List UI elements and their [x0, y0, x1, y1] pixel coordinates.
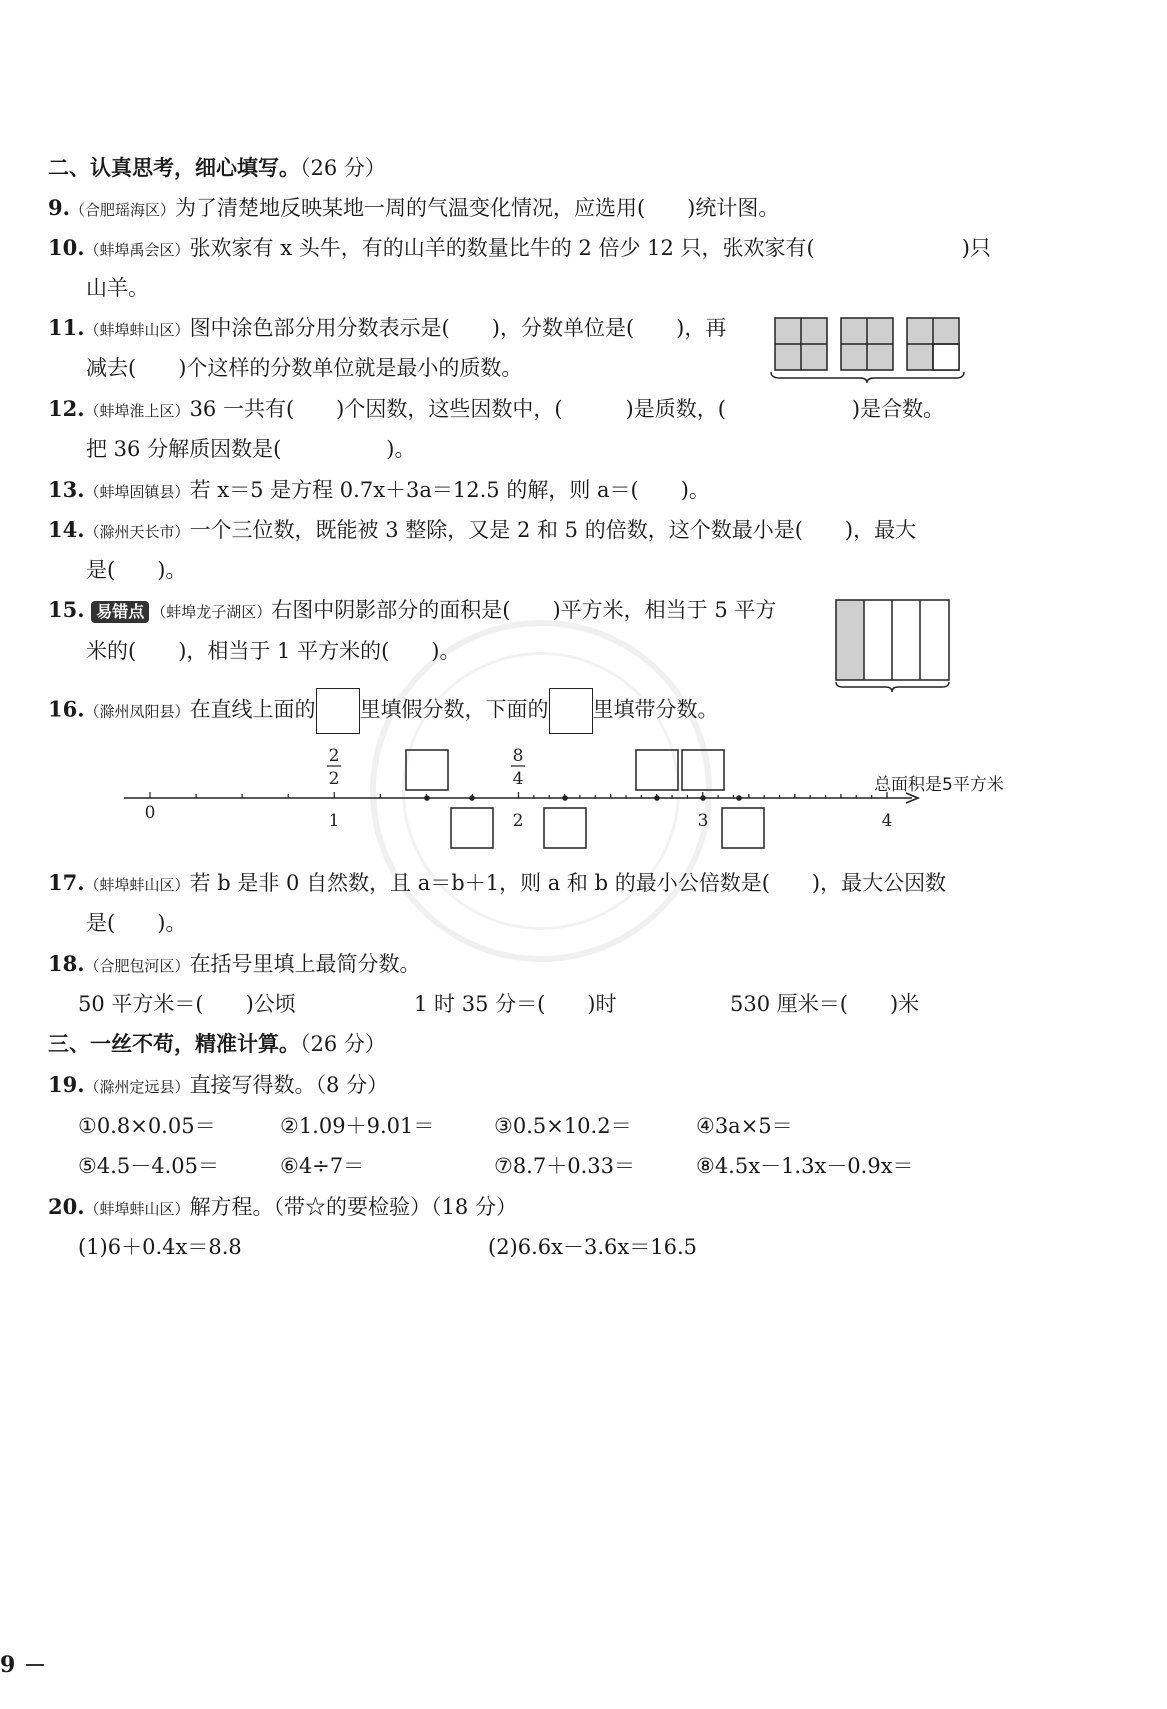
q19-item-7: ⑦8.7＋0.33＝ [494, 1154, 635, 1178]
question-19: 19.（滁州定远县）直接写得数。（8 分） [48, 1072, 389, 1097]
question-12-cont: 把 36 分解质因数是( )。 [86, 437, 416, 461]
question-18: 18.（合肥包河区）在括号里填上最简分数。 [48, 951, 421, 976]
question-10-cont: 山羊。 [86, 276, 149, 300]
tick-label-3: 3 [697, 811, 709, 831]
q19-item-3: ③0.5×10.2＝ [494, 1114, 632, 1138]
q18-item-2: 1 时 35 分＝( )时 [414, 992, 617, 1016]
tick-label-0: 0 [144, 803, 156, 823]
area-rectangle-figure [832, 598, 956, 694]
q18-item-3: 530 厘米＝( )米 [730, 992, 920, 1016]
q19-item-8: ⑧4.5x－1.3x－0.9x＝ [696, 1154, 914, 1178]
fraction-8-4-numerator: 8 [512, 746, 524, 766]
answer-box-sample [549, 688, 593, 734]
question-12: 12.（蚌埠淮上区）36 一共有( )个因数，这些因数中，( )是质数，( )是合数。 [48, 396, 945, 421]
page-number: 9 [0, 1652, 16, 1678]
question-15: 15. 易错点 （蚌埠龙子湖区）右图中阴影部分的面积是( )平方米，相当于 5 平方 [48, 597, 777, 622]
question-11: 11.（蚌埠蚌山区）图中涂色部分用分数表示是( )，分数单位是( )，再 [48, 315, 727, 340]
fraction-2-2-numerator: 2 [328, 746, 340, 766]
q19-item-2: ②1.09＋9.01＝ [280, 1114, 435, 1138]
q20-item-2: (2)6.6x－3.6x＝16.5 [488, 1235, 697, 1259]
fraction-2-2-denominator: 2 [328, 769, 340, 789]
question-16: 16.（滁州凤阳县）在直线上面的 里填假分数，下面的 里填带分数。 [48, 688, 719, 734]
question-17: 17.（蚌埠蚌山区）若 b 是非 0 自然数，且 a＝b＋1，则 a 和 b 的最小公倍数是( )，最大公因数 [48, 870, 947, 895]
question-14: 14.（滁州天长市）一个三位数，既能被 3 整除，又是 2 和 5 的倍数，这个数最小是( )，最大 [48, 517, 917, 542]
section-3-heading: 三、一丝不苟，精准计算。（26 分） [48, 1031, 386, 1056]
fraction-squares-figure [768, 316, 968, 384]
page-number-dash [26, 1664, 44, 1666]
question-14-cont: 是( )。 [86, 558, 187, 582]
question-10: 10.（蚌埠禹会区）张欢家有 x 头牛，有的山羊的数量比牛的 2 倍少 12 只，张欢家有( )只 [48, 235, 991, 260]
q19-item-1: ①0.8×0.05＝ [78, 1114, 216, 1138]
q19-item-4: ④3a×5＝ [696, 1114, 793, 1138]
error-prone-badge: 易错点 [91, 601, 149, 623]
question-20: 20.（蚌埠蚌山区）解方程。（带☆的要检验）（18 分） [48, 1194, 517, 1219]
q19-item-5: ⑤4.5－4.05＝ [78, 1154, 219, 1178]
answer-box-sample [316, 688, 360, 734]
fraction-8-4-denominator: 4 [512, 769, 524, 789]
section-2-heading: 二、认真思考，细心填写。（26 分） [48, 155, 386, 180]
q20-item-1: (1)6＋0.4x＝8.8 [78, 1235, 242, 1259]
tick-label-1: 1 [328, 811, 340, 831]
q19-item-6: ⑥4÷7＝ [280, 1154, 365, 1178]
area-figure-label: 总面积是5平方米 [874, 775, 1004, 795]
question-11-cont: 减去( )个这样的分数单位就是最小的质数。 [86, 356, 523, 380]
question-9: 9.（合肥瑶海区）为了清楚地反映某地一周的气温变化情况，应选用( )统计图。 [48, 195, 780, 220]
q18-item-1: 50 平方米＝( )公顷 [78, 992, 296, 1016]
tick-label-4: 4 [881, 811, 893, 831]
tick-label-2: 2 [512, 811, 524, 831]
number-line-figure [120, 744, 926, 856]
question-13: 13.（蚌埠固镇县）若 x＝5 是方程 0.7x＋3a＝12.5 的解，则 a＝( )。 [48, 477, 710, 502]
question-15-cont: 米的( )，相当于 1 平方米的( )。 [86, 639, 461, 663]
question-17-cont: 是( )。 [86, 911, 187, 935]
